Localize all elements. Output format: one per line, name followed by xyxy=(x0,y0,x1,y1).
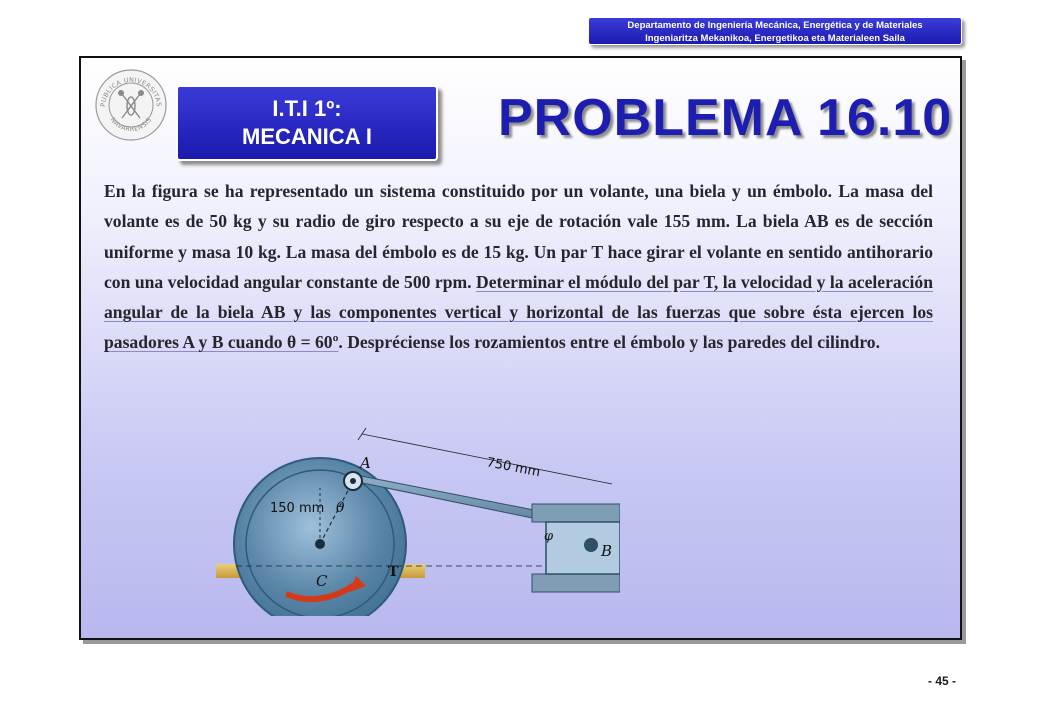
crank-pin xyxy=(344,472,362,490)
label-point-b: B xyxy=(601,542,613,560)
department-banner xyxy=(588,17,962,45)
department-name-es: Departamento de Ingeniería Mecánica, Energética y de Materiales xyxy=(627,20,923,31)
statement-note: . Despréciense los rozamientos entre el émbolo y las paredes del cilindro. xyxy=(338,332,881,353)
label-theta: θ xyxy=(336,500,345,516)
seal-text-bottom: NAVARRENSIS xyxy=(108,115,154,134)
statement-task: Determinar el módulo del par T, la velocidad y la aceleración angular de la biela AB y las componentes vertical y horizontal de las fuerzas que sobre ésta ejercen los pasadores A y B cuando θ = 60º xyxy=(104,271,934,353)
department-name-eu: Ingeniaritza Mekanikoa, Energetikoa eta Materialeen Saila xyxy=(645,33,905,44)
label-center-c: C xyxy=(316,572,328,590)
label-length: 750 mm xyxy=(485,455,542,481)
seal-text-top: PUBLICA UNIVERSITAS xyxy=(98,75,164,108)
dimension-750 xyxy=(358,428,612,484)
page-title: PROBLEMA 16.10 xyxy=(498,89,953,147)
page-number: - 45 - xyxy=(927,674,956,688)
course-name: MECANICA I xyxy=(242,124,372,149)
label-point-a: A xyxy=(360,454,371,472)
label-torque: T xyxy=(388,564,399,580)
university-seal-icon xyxy=(94,68,168,142)
label-phi: φ xyxy=(544,529,554,544)
course-code: I.T.I 1º: xyxy=(272,96,342,121)
label-radius: 150 mm xyxy=(270,501,325,516)
mechanism-figure xyxy=(216,426,620,616)
problem-statement xyxy=(104,176,933,358)
statement-intro: En la figura se ha representado un sistema constituido por un volante, una biela y un émbolo. La masa del volante es de 50 kg y su radio de giro respecto a su eje de rotación vale 155 mm. La biela AB es de sección uniforme y masa 10 kg. La masa del émbolo es de 15 kg. Un par T hace girar el volante en sentido antihorario con una velocidad angular constante de 500 rpm. xyxy=(104,181,933,292)
course-badge xyxy=(176,85,438,161)
